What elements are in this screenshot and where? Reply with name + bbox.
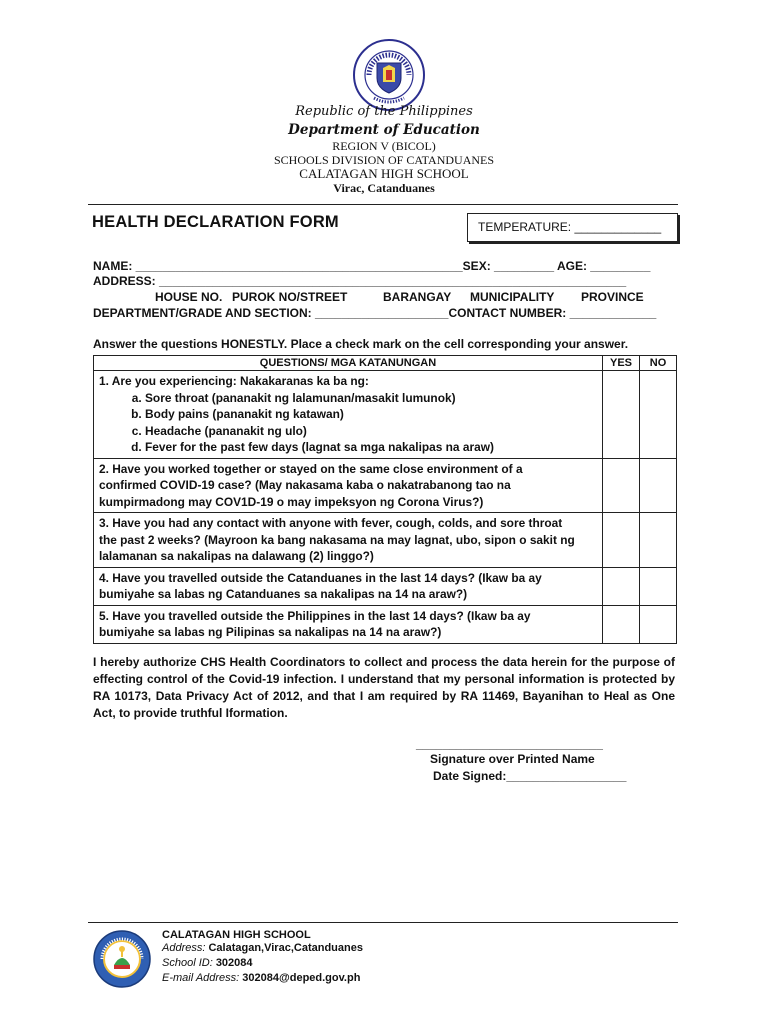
footer-rule xyxy=(88,922,678,923)
q3-yes-cell[interactable] xyxy=(603,513,640,568)
q2-yes-cell[interactable] xyxy=(603,458,640,513)
yes-header: YES xyxy=(603,356,640,371)
question-4-line: 4. Have you travelled outside the Catanduanes in the last 14 days? (Ikaw ba ay xyxy=(99,570,542,585)
table-row xyxy=(94,567,677,605)
footer-email-label: E-mail Address: xyxy=(162,972,240,984)
footer-school-id xyxy=(162,956,363,971)
signature-line[interactable]: ____________________________ xyxy=(416,737,603,751)
questions-table xyxy=(93,355,677,644)
q4-yes-cell[interactable] xyxy=(603,567,640,605)
footer-school-name: CALATAGAN HIGH SCHOOL xyxy=(162,929,311,941)
footer-id-label: School ID: xyxy=(162,957,213,969)
question-4 xyxy=(94,567,603,605)
footer-id-value: 302084 xyxy=(215,957,253,969)
school-logo xyxy=(92,929,152,989)
question-2-line: 2. Have you worked together or stayed on the same close environment of a xyxy=(99,461,523,476)
address-part-province: PROVINCE xyxy=(581,290,644,304)
header-rule xyxy=(88,204,678,205)
signature-label: Signature over Printed Name xyxy=(430,752,595,766)
question-3-line: the past 2 weeks? (Mayroon ka bang nakasama na may lagnat, ubo, sipon o sakit ng xyxy=(99,532,575,547)
questions-header: QUESTIONS/ MGA KATANUNGAN xyxy=(94,356,603,371)
footer-address-label: Address: xyxy=(162,942,206,954)
address-line[interactable]: ADDRESS: ______________________________________________________________________ xyxy=(93,274,627,288)
question-5-line: bumiyahe sa labas ng Pilipinas sa nakalipas na 14 na araw?) xyxy=(99,625,442,639)
question-2-line: confirmed COVID-19 case? (May nakasama kaba o nakatrabanong tao na xyxy=(99,478,511,492)
table-header-row xyxy=(94,356,677,371)
footer-address-value: Calatagan,Virac,Catanduanes xyxy=(208,942,363,954)
question-3-line: lalamanan sa nakalipas na dalawang (2) linggo?) xyxy=(99,549,374,563)
question-5 xyxy=(94,605,603,643)
address-part-barangay: BARANGAY xyxy=(383,290,452,304)
footer-email-value[interactable]: 302084@deped.gov.ph xyxy=(242,972,361,984)
form-title: HEALTH DECLARATION FORM xyxy=(92,213,339,231)
address-part-street: PUROK NO/STREET xyxy=(232,290,348,304)
department-line: Department of Education xyxy=(288,122,480,138)
symptom-item: d. Fever for the past few days (lagnat sa mga nakalipas na araw) xyxy=(145,439,597,456)
question-2 xyxy=(94,458,603,513)
name-sex-age-line[interactable]: NAME: _________________________________________________SEX: _________ AGE: _________ xyxy=(93,259,651,273)
division-line: SCHOOLS DIVISION OF CATANDUANES xyxy=(273,153,495,167)
region-line: REGION V (BICOL) xyxy=(332,139,436,153)
table-row xyxy=(94,458,677,513)
table-row xyxy=(94,513,677,568)
instructions: Answer the questions HONESTLY. Place a check mark on the cell corresponding your answer. xyxy=(93,337,629,351)
consent-paragraph: I hereby authorize CHS Health Coordinators to collect and process the data herein for the purpose of effecting control of the Covid-19 infection. I understand that my personal information is protected by RA 10173, Data Privacy Act of 2012, and that I am required by RA 11469, Bayanihan to Heal as One Act, to provide truthful Iformation. xyxy=(93,655,675,720)
q1-no-cell[interactable] xyxy=(640,371,677,459)
address-part-house: HOUSE NO. xyxy=(155,290,223,304)
question-5-line: 5. Have you travelled outside the Philippines in the last 14 days? (Ikaw ba ay xyxy=(99,608,531,623)
q5-yes-cell[interactable] xyxy=(603,605,640,643)
address-parts xyxy=(0,290,768,306)
question-1 xyxy=(94,371,603,459)
q3-no-cell[interactable] xyxy=(640,513,677,568)
question-3 xyxy=(94,513,603,568)
question-2-line: kumpirmadong may COV1D-19 o may impeksyon ng Corona Virus?) xyxy=(99,494,484,509)
symptom-list xyxy=(99,390,597,456)
question-1-text: 1. Are you experiencing: Nakakaranas ka ba ng: xyxy=(99,374,369,388)
footer-email xyxy=(162,971,363,986)
q4-no-cell[interactable] xyxy=(640,567,677,605)
q5-no-cell[interactable] xyxy=(640,605,677,643)
question-3-line: 3. Have you had any contact with anyone with fever, cough, colds, and sore throat xyxy=(99,516,563,530)
symptom-item: c. Headache (pananakit ng ulo) xyxy=(145,423,597,440)
address-part-municipality: MUNICIPALITY xyxy=(470,290,555,304)
temperature-label: TEMPERATURE: _____________ xyxy=(478,220,662,234)
date-signed-line[interactable]: Date Signed:__________________ xyxy=(433,769,627,783)
deped-seal xyxy=(352,38,426,112)
q1-yes-cell[interactable] xyxy=(603,371,640,459)
footer-block xyxy=(162,929,363,986)
symptom-item: b. Body pains (pananakit ng katawan) xyxy=(145,406,597,423)
symptom-item: a. Sore throat (pananakit ng lalamunan/masakit lumunok) xyxy=(145,390,597,407)
temperature-box[interactable] xyxy=(467,213,678,242)
question-4-line: bumiyahe sa labas ng Catanduanes sa nakalipas na 14 na araw?) xyxy=(99,587,468,601)
q2-no-cell[interactable] xyxy=(640,458,677,513)
table-row xyxy=(94,605,677,643)
location-line: Virac, Catanduanes xyxy=(333,181,435,195)
footer-address xyxy=(162,941,363,956)
department-contact-line[interactable]: DEPARTMENT/GRADE AND SECTION: ____________________CONTACT NUMBER: _____________ xyxy=(93,306,657,320)
school-line: CALATAGAN HIGH SCHOOL xyxy=(299,166,469,181)
no-header: NO xyxy=(640,356,677,371)
republic-line: Republic of the Philippines xyxy=(295,104,473,119)
table-row xyxy=(94,371,677,459)
